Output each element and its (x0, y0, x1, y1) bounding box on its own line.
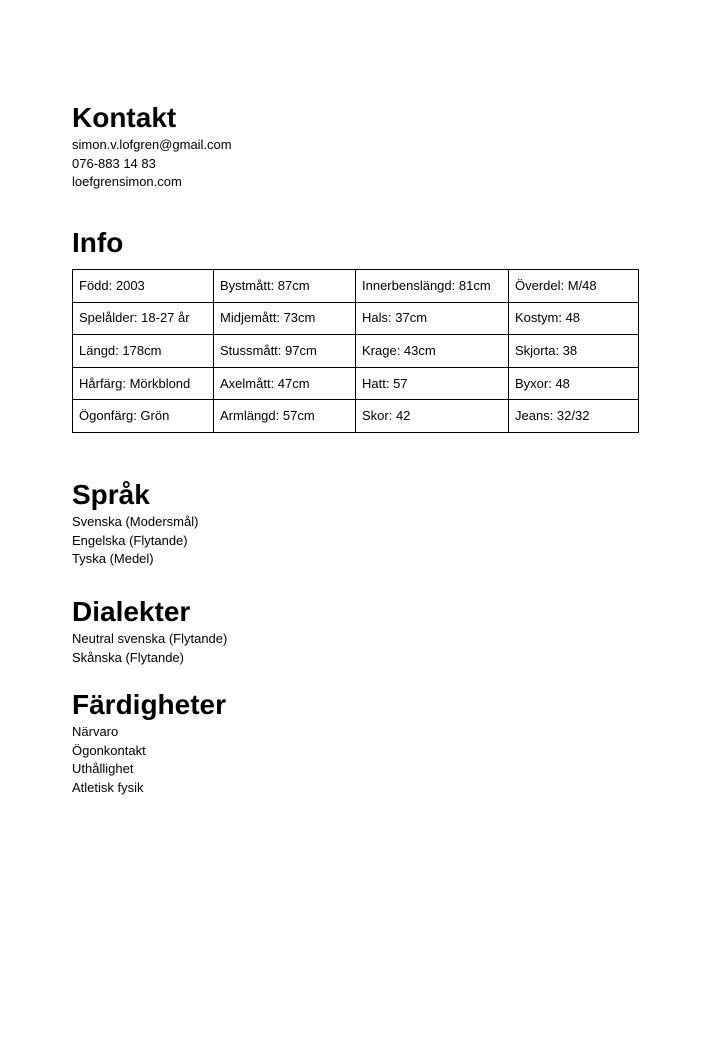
table-cell: Ögonfärg: Grön (73, 400, 214, 433)
list-item: Neutral svenska (Flytande) (72, 631, 228, 646)
table-cell: Stussmått: 97cm (214, 335, 356, 368)
info-heading: Info (72, 227, 124, 258)
list-item: Skånska (Flytande) (72, 649, 184, 665)
languages-list (72, 513, 198, 569)
skills-heading: Färdigheter (72, 689, 227, 720)
table-cell: Hatt: 57 (356, 367, 509, 400)
table-cell: Bystmått: 87cm (214, 270, 356, 303)
table-cell: Jeans: 32/32 (509, 400, 639, 433)
info-section (72, 227, 639, 433)
table-cell: Armlängd: 57cm (214, 400, 356, 433)
table-cell: Född: 2003 (73, 270, 214, 303)
list-item: Ögonkontakt (72, 742, 146, 758)
table-row (73, 400, 639, 433)
table-cell: Skor: 42 (356, 400, 509, 433)
table-cell: Byxor: 48 (509, 367, 639, 400)
info-table (72, 269, 639, 433)
contact-website: loefgrensimon.com (72, 174, 182, 190)
table-cell: Överdel: M/48 (509, 270, 639, 303)
table-cell: Skjorta: 38 (509, 335, 639, 368)
languages-section (72, 479, 198, 569)
table-cell: Axelmått: 47cm (214, 367, 356, 400)
table-row (73, 302, 639, 335)
table-cell: Hårfärg: Mörkblond (73, 367, 214, 400)
list-item: Atletisk fysik (72, 780, 144, 796)
table-cell: Krage: 43cm (356, 335, 509, 368)
skills-list (72, 723, 226, 798)
table-cell: Hals: 37cm (356, 302, 509, 335)
dialects-section (72, 596, 227, 667)
contact-section (72, 102, 232, 192)
table-cell: Spelålder: 18-27 år (73, 302, 214, 335)
contact-heading: Kontakt (72, 102, 177, 133)
contact-lines (72, 136, 232, 192)
table-cell: Innerbenslängd: 81cm (356, 270, 509, 303)
dialects-heading: Dialekter (72, 596, 191, 627)
table-row (73, 367, 639, 400)
contact-email: simon.v.lofgren@gmail.com (72, 137, 232, 152)
list-item: Uthållighet (72, 761, 134, 777)
contact-phone: 076-883 14 83 (72, 155, 156, 171)
list-item: Närvaro (72, 724, 119, 739)
languages-heading: Språk (72, 479, 150, 510)
list-item: Svenska (Modersmål) (72, 514, 199, 529)
table-cell: Midjemått: 73cm (214, 302, 356, 335)
table-row (73, 335, 639, 368)
table-cell: Längd: 178cm (73, 335, 214, 368)
list-item: Tyska (Medel) (72, 551, 154, 567)
dialects-list (72, 630, 227, 667)
list-item: Engelska (Flytande) (72, 532, 188, 548)
skills-section (72, 689, 226, 798)
table-row (73, 270, 639, 303)
table-cell: Kostym: 48 (509, 302, 639, 335)
